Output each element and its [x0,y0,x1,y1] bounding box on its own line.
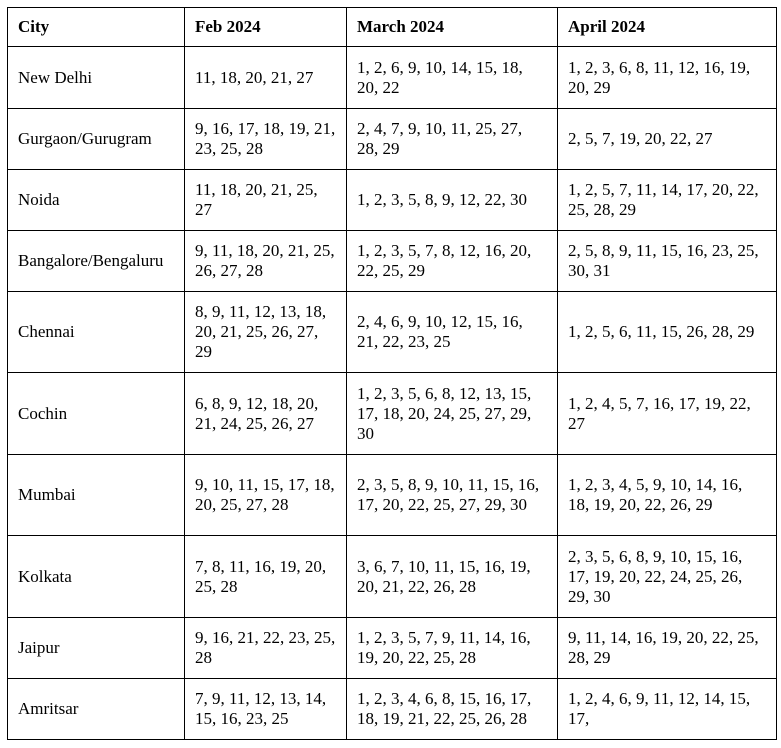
city-cell: Cochin [8,373,185,455]
april-dates-cell: 1, 2, 5, 7, 11, 14, 17, 20, 22, 25, 28, 29 [558,170,777,231]
march-dates-cell: 1, 2, 3, 5, 7, 8, 12, 16, 20, 22, 25, 29 [347,231,558,292]
header-row [8,8,777,47]
april-dates-cell: 2, 5, 7, 19, 20, 22, 27 [558,109,777,170]
feb-dates-cell: 7, 9, 11, 12, 13, 14, 15, 16, 23, 25 [185,679,347,740]
march-dates-cell: 2, 3, 5, 8, 9, 10, 11, 15, 16, 17, 20, 22, 25, 27, 29, 30 [347,455,558,536]
april-dates-cell: 1, 2, 3, 4, 5, 9, 10, 14, 16, 18, 19, 20, 22, 26, 29 [558,455,777,536]
header-city: City [8,8,185,47]
table-row [8,373,777,455]
april-dates-cell: 1, 2, 5, 6, 11, 15, 26, 28, 29 [558,292,777,373]
table-row [8,292,777,373]
header-march: March 2024 [347,8,558,47]
april-dates-cell: 9, 11, 14, 16, 19, 20, 22, 25, 28, 29 [558,618,777,679]
table-row [8,679,777,740]
city-cell: Mumbai [8,455,185,536]
april-dates-cell: 1, 2, 4, 6, 9, 11, 12, 14, 15, 17, [558,679,777,740]
april-dates-cell: 2, 3, 5, 6, 8, 9, 10, 15, 16, 17, 19, 20, 22, 24, 25, 26, 29, 30 [558,536,777,618]
feb-dates-cell: 6, 8, 9, 12, 18, 20, 21, 24, 25, 26, 27 [185,373,347,455]
city-cell: Chennai [8,292,185,373]
table-row [8,455,777,536]
feb-dates-cell: 8, 9, 11, 12, 13, 18, 20, 21, 25, 26, 27, 29 [185,292,347,373]
march-dates-cell: 1, 2, 3, 5, 8, 9, 12, 22, 30 [347,170,558,231]
city-cell: Amritsar [8,679,185,740]
header-feb: Feb 2024 [185,8,347,47]
feb-dates-cell: 9, 16, 21, 22, 23, 25, 28 [185,618,347,679]
feb-dates-cell: 11, 18, 20, 21, 27 [185,47,347,109]
march-dates-cell: 1, 2, 3, 5, 6, 8, 12, 13, 15, 17, 18, 20, 24, 25, 27, 29, 30 [347,373,558,455]
table-row [8,618,777,679]
march-dates-cell: 3, 6, 7, 10, 11, 15, 16, 19, 20, 21, 22, 26, 28 [347,536,558,618]
april-dates-cell: 2, 5, 8, 9, 11, 15, 16, 23, 25, 30, 31 [558,231,777,292]
march-dates-cell: 1, 2, 3, 4, 6, 8, 15, 16, 17, 18, 19, 21, 22, 25, 26, 28 [347,679,558,740]
city-cell: New Delhi [8,47,185,109]
table-row [8,231,777,292]
feb-dates-cell: 9, 16, 17, 18, 19, 21, 23, 25, 28 [185,109,347,170]
table-row [8,170,777,231]
feb-dates-cell: 11, 18, 20, 21, 25, 27 [185,170,347,231]
feb-dates-cell: 9, 10, 11, 15, 17, 18, 20, 25, 27, 28 [185,455,347,536]
table-row [8,109,777,170]
april-dates-cell: 1, 2, 4, 5, 7, 16, 17, 19, 22, 27 [558,373,777,455]
city-cell: Jaipur [8,618,185,679]
city-cell: Gurgaon/Gurugram [8,109,185,170]
city-cell: Kolkata [8,536,185,618]
dates-table [7,7,777,740]
march-dates-cell: 1, 2, 6, 9, 10, 14, 15, 18, 20, 22 [347,47,558,109]
march-dates-cell: 2, 4, 7, 9, 10, 11, 25, 27, 28, 29 [347,109,558,170]
header-april: April 2024 [558,8,777,47]
city-cell: Noida [8,170,185,231]
feb-dates-cell: 9, 11, 18, 20, 21, 25, 26, 27, 28 [185,231,347,292]
march-dates-cell: 2, 4, 6, 9, 10, 12, 15, 16, 21, 22, 23, 25 [347,292,558,373]
april-dates-cell: 1, 2, 3, 6, 8, 11, 12, 16, 19, 20, 29 [558,47,777,109]
table-row [8,536,777,618]
city-cell: Bangalore/Bengaluru [8,231,185,292]
table-row [8,47,777,109]
feb-dates-cell: 7, 8, 11, 16, 19, 20, 25, 28 [185,536,347,618]
march-dates-cell: 1, 2, 3, 5, 7, 9, 11, 14, 16, 19, 20, 22, 25, 28 [347,618,558,679]
